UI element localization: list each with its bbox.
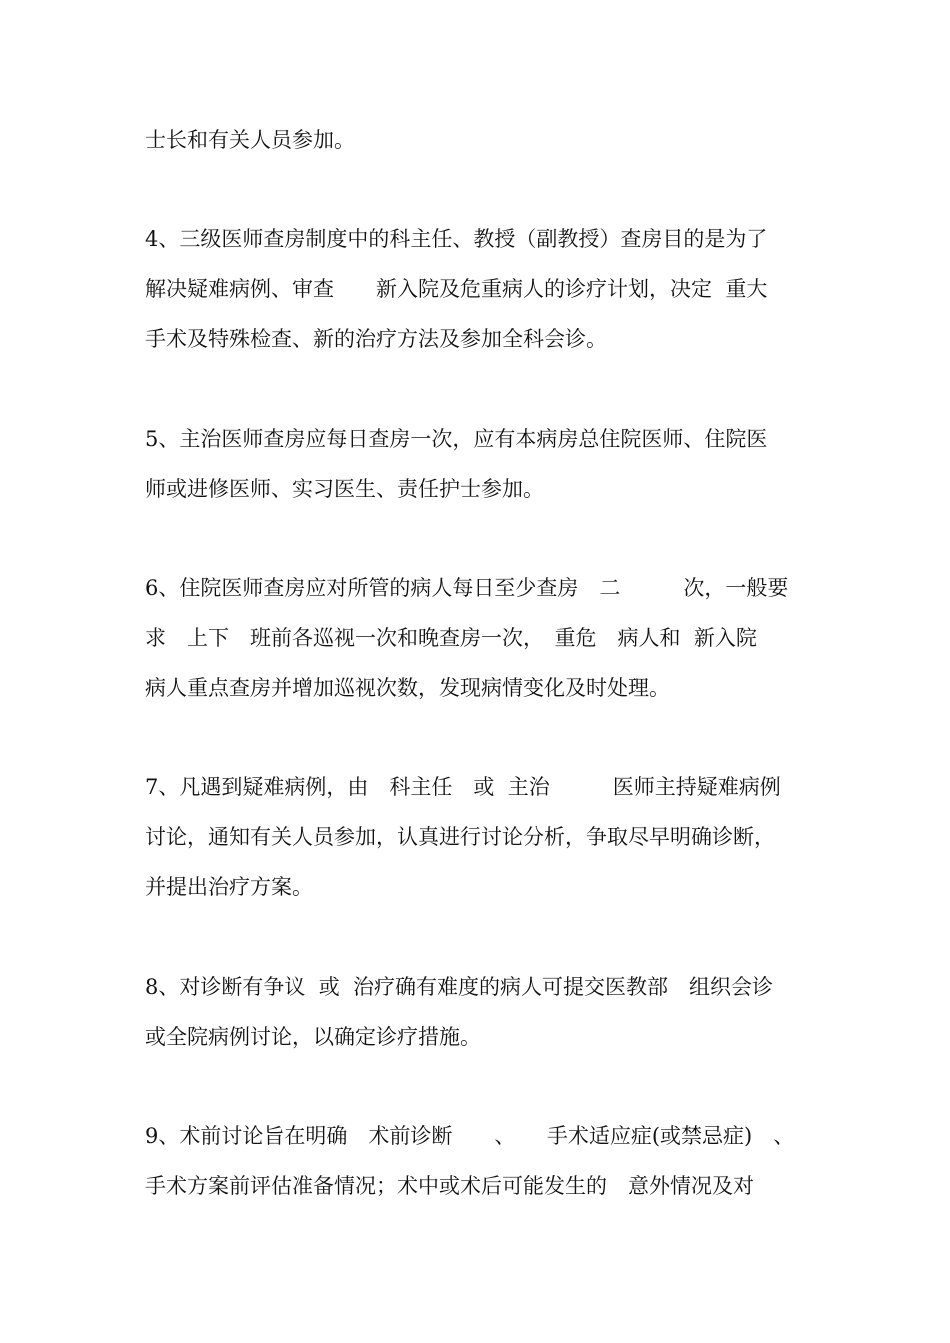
- text-line: 7、凡遇到疑难病例，由 科主任 或 主治 医师主持疑难病例: [145, 775, 781, 799]
- text-line: 或全院病例讨论，以确定诊疗措施。: [145, 1025, 481, 1049]
- text-line: 9、术前讨论旨在明确 术前诊断 、 手术适应症(或禁忌症) 、: [145, 1124, 795, 1148]
- text-line: 师或进修医师、实习医生、责任护士参加。: [145, 477, 544, 501]
- text-line: 手术方案前评估准备情况；术中或术后可能发生的 意外情况及对: [145, 1174, 754, 1198]
- text-line: 求 上下 班前各巡视一次和晚查房一次， 重危 病人和 新入院: [145, 626, 757, 650]
- text-line: 解决疑难病例、审查 新入院及危重病人的诊疗计划，决定 重大: [145, 277, 768, 301]
- text-line: 5、主治医师查房应每日查房一次，应有本病房总住院医师、住院医: [145, 427, 768, 451]
- text-line: 4、三级医师查房制度中的科主任、教授（副教授）查房目的是为了: [145, 227, 768, 251]
- text-line: 士长和有关人员参加。: [145, 128, 355, 152]
- text-line: 手术及特殊检查、新的治疗方法及参加全科会诊。: [145, 327, 607, 351]
- text-line: 并提出治疗方案。: [145, 875, 313, 899]
- text-line: 8、对诊断有争议 或 治疗确有难度的病人可提交医教部 组织会诊: [145, 975, 774, 999]
- text-line: 病人重点查房并增加巡视次数，发现病情变化及时处理。: [145, 676, 670, 700]
- text-line: 6、住院医师查房应对所管的病人每日至少查房 二 次，一般要: [145, 576, 789, 600]
- text-line: 讨论，通知有关人员参加，认真进行讨论分析，争取尽早明确诊断，: [145, 825, 775, 849]
